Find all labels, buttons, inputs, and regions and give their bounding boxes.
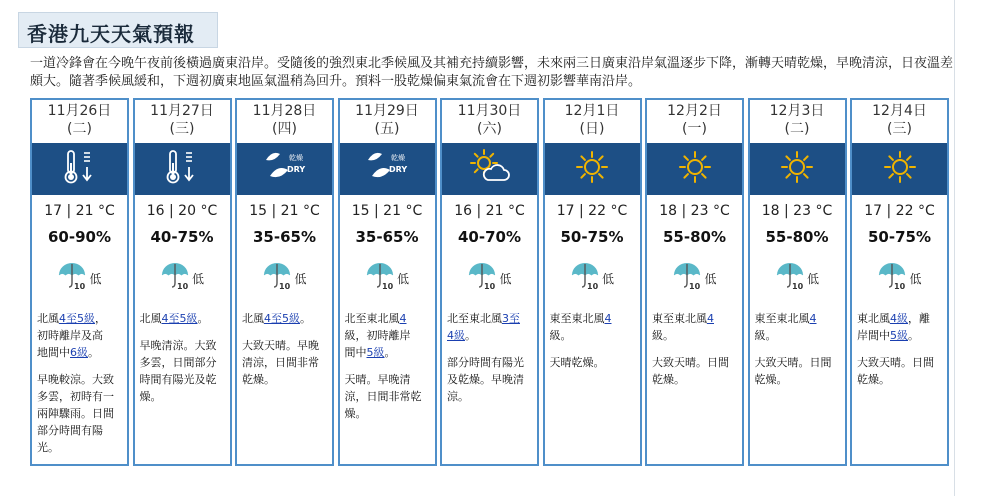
sunny-icon	[880, 147, 920, 191]
wind-line	[447, 327, 533, 344]
wind-description	[242, 310, 328, 327]
beaufort-force-link[interactable]: 4至5級	[161, 312, 198, 325]
wind-line	[447, 310, 533, 327]
forecast-day	[543, 98, 642, 466]
weekday-label: (三)	[887, 121, 912, 137]
wind-text: 北風	[37, 312, 59, 325]
forecast-day	[440, 98, 539, 466]
date-label: 12月1日	[564, 103, 620, 119]
humidity-range: 40-75%	[150, 228, 214, 246]
weekday-label: (二)	[67, 121, 92, 137]
beaufort-force-link[interactable]: 5級	[366, 346, 385, 359]
rain-probability[interactable]	[852, 260, 947, 296]
wind-description	[447, 310, 533, 344]
nine-day-forecast-grid	[30, 98, 949, 466]
wind-description	[652, 310, 738, 344]
date-label: 12月4日	[872, 103, 927, 119]
rain-probability[interactable]	[135, 260, 230, 296]
weekday-label: (四)	[272, 121, 297, 137]
wind-line	[345, 310, 431, 327]
humidity-range: 50-75%	[867, 228, 931, 246]
weekday-label: (一)	[682, 121, 707, 137]
humidity-range: 55-80%	[662, 228, 726, 246]
svg-text:乾燥: 乾燥	[391, 154, 405, 162]
weather-description: 大致天晴。日間乾燥。	[857, 356, 934, 386]
weather-icon-band	[237, 143, 332, 195]
wind-text: 北風	[242, 312, 264, 325]
weather-description: 大致天晴。日間乾燥。	[754, 356, 832, 386]
temperature-range: 15 | 21 °C	[249, 203, 320, 219]
umbrella-icon	[775, 261, 805, 295]
svg-text:10: 10	[74, 282, 86, 291]
temperature-range: 16 | 20 °C	[146, 203, 218, 219]
date-label: 12月2日	[667, 103, 722, 119]
svg-text:10: 10	[586, 282, 599, 291]
beaufort-force-link[interactable]: 4	[399, 312, 407, 325]
wind-line	[857, 310, 943, 327]
wind-line	[37, 310, 123, 327]
date-label: 11月28日	[252, 103, 317, 119]
weather-icon-band	[340, 143, 435, 195]
date-label: 11月26日	[47, 103, 112, 119]
temperature-range: 18 | 23 °C	[659, 203, 730, 219]
wind-text: 東北風	[857, 312, 890, 325]
rain-probability-label: 低	[909, 271, 922, 286]
svg-text:10: 10	[484, 282, 496, 291]
weather-description: 部分時間有陽光及乾燥。早晚清涼。	[447, 356, 524, 403]
wind-line	[857, 327, 943, 344]
weather-icon-band	[135, 143, 230, 195]
beaufort-force-link[interactable]: 4	[809, 312, 817, 325]
svg-text:DRY: DRY	[286, 165, 305, 174]
beaufort-force-link[interactable]: 4級	[890, 312, 908, 325]
date-label: 11月29日	[355, 103, 419, 119]
temperature-range: 17 | 22 °C	[556, 203, 628, 219]
sunny-icon	[675, 147, 715, 191]
weather-icon-band	[545, 143, 640, 195]
forecast-date	[32, 102, 127, 138]
rain-probability[interactable]	[442, 260, 537, 296]
wind-text: 東至東北風	[652, 312, 707, 325]
beaufort-force-link[interactable]: 5級	[890, 329, 908, 342]
humidity-range: 60-90%	[47, 228, 111, 246]
forecast-date	[750, 102, 845, 138]
wind-description	[37, 310, 123, 361]
forecast-date	[852, 102, 947, 138]
weather-icon-band	[32, 143, 127, 195]
temperature-range: 16 | 21 °C	[454, 203, 525, 219]
humidity-range: 50-75%	[560, 228, 624, 246]
forecast-date	[442, 102, 537, 138]
rain-probability-label: 低	[806, 271, 819, 286]
forecast-date	[647, 102, 742, 138]
weather-icon-band	[750, 143, 845, 195]
wind-line	[345, 344, 431, 361]
temperature-range: 17 | 22 °C	[864, 203, 935, 219]
umbrella-icon	[877, 261, 907, 295]
wind-description	[140, 310, 226, 327]
weather-icon-band	[647, 143, 742, 195]
wind-description	[755, 310, 841, 344]
wind-text: 東至東北風	[549, 312, 605, 325]
wind-text: 。	[197, 312, 209, 325]
umbrella-icon	[57, 261, 87, 295]
forecast-day	[338, 98, 437, 466]
wind-text: ，	[95, 312, 106, 325]
svg-text:10: 10	[176, 282, 189, 291]
wind-line	[652, 310, 738, 327]
forecast-date	[545, 102, 640, 138]
wind-text: 間中	[344, 346, 367, 359]
rain-probability[interactable]	[32, 260, 127, 296]
wind-text: 初時離岸及高	[37, 329, 103, 342]
wind-text: ，離	[908, 312, 930, 325]
wind-text: 。	[88, 346, 99, 359]
beaufort-force-link[interactable]: 6級	[70, 346, 88, 359]
umbrella-icon	[160, 261, 190, 295]
wind-text: 。	[560, 329, 572, 342]
wind-description	[550, 310, 636, 344]
forecast-description: 一道冷鋒會在今晚午夜前後橫過廣東沿岸。受隨後的強烈東北季候風及其補充持續影響，未來兩三日廣東沿岸氣溫逐步下降，漸轉天晴乾燥，早晚清涼，日夜溫差頗大。隨著季候風緩和，下週初廣東地區氣溫稍為回升。預料一股乾燥偏東氣流會在下週初影響華南沿岸。	[30, 56, 954, 89]
wind-text: 。	[465, 329, 476, 342]
weekday-label: (三)	[169, 121, 195, 137]
wind-text: 東至東北風	[754, 312, 810, 325]
forecast-day	[133, 98, 232, 466]
rain-probability-label: 低	[601, 271, 614, 286]
wind-text: 岸間中	[857, 329, 890, 342]
wind-line	[755, 327, 841, 344]
title-box	[18, 12, 218, 48]
wind-text: ，初時離岸	[355, 329, 411, 342]
rain-probability-label: 低	[499, 271, 512, 286]
beaufort-force-link[interactable]: 4	[707, 312, 714, 325]
wind-line	[550, 327, 636, 344]
weather-description: 天晴乾燥。	[549, 356, 605, 369]
wind-line	[652, 327, 738, 344]
wind-text: 級	[549, 329, 561, 342]
wind-line	[550, 310, 636, 327]
wind-line	[242, 310, 328, 327]
wind-text: 北風	[139, 312, 162, 325]
rain-probability[interactable]	[750, 260, 845, 296]
rain-probability-label: 低	[89, 271, 102, 286]
weekday-label: (二)	[784, 121, 810, 137]
wind-text: 。	[384, 346, 396, 359]
rain-probability-label: 低	[191, 271, 204, 286]
forecast-day	[30, 98, 129, 466]
wind-text: 。	[300, 312, 311, 325]
humidity-range: 35-65%	[252, 228, 316, 246]
umbrella-icon	[570, 261, 600, 295]
weather-description: 大致天晴。日間乾燥。	[652, 356, 729, 386]
forecast-day	[645, 98, 744, 466]
weekday-label: (五)	[374, 121, 400, 137]
svg-text:10: 10	[381, 282, 394, 291]
wind-line	[140, 310, 226, 327]
sunny-icon	[777, 147, 817, 191]
beaufort-force-link[interactable]: 4至5級	[264, 312, 300, 325]
temperature-range: 18 | 23 °C	[761, 203, 833, 219]
humidity-range: 40-70%	[457, 228, 521, 246]
temperature-range: 15 | 21 °C	[351, 203, 423, 219]
wind-text: 級	[754, 329, 766, 342]
forecast-date	[135, 102, 230, 138]
svg-text:10: 10	[279, 282, 291, 291]
wind-description	[345, 310, 431, 361]
sun-cloud-icon	[468, 147, 512, 191]
weather-description: 早晚清涼。大致多雲，日間部分時間有陽光及乾燥。	[139, 339, 217, 403]
svg-text:乾燥: 乾燥	[288, 154, 303, 162]
dry-icon	[260, 146, 310, 192]
umbrella-icon	[262, 261, 292, 295]
date-label: 12月3日	[769, 103, 825, 119]
beaufort-force-link[interactable]: 4至5級	[59, 312, 95, 325]
date-label: 11月27日	[150, 103, 214, 119]
wind-line	[755, 310, 841, 327]
wind-text: 。	[663, 329, 674, 342]
wind-text: 北至東北風	[447, 312, 502, 325]
svg-text:10: 10	[791, 282, 804, 291]
beaufort-force-link[interactable]: 3至	[502, 312, 520, 325]
beaufort-force-link[interactable]: 4	[604, 312, 612, 325]
rain-probability[interactable]	[340, 260, 435, 296]
umbrella-icon	[467, 261, 497, 295]
weather-icon-band	[442, 143, 537, 195]
weekday-label: (六)	[477, 121, 502, 137]
wind-text: 級	[652, 329, 663, 342]
wind-text: 地間中	[37, 346, 70, 359]
thermometer-cold-icon	[58, 147, 102, 191]
dry-icon	[362, 146, 412, 192]
wind-description	[857, 310, 943, 344]
rain-probability[interactable]	[545, 260, 640, 296]
wind-text: 。	[765, 329, 777, 342]
forecast-day	[748, 98, 847, 466]
rain-probability-label: 低	[704, 271, 717, 286]
rain-probability[interactable]	[237, 260, 332, 296]
weather-description: 大致天晴。早晚清涼，日間非常乾燥。	[242, 339, 319, 386]
humidity-range: 35-65%	[355, 228, 419, 246]
weather-icon-band	[852, 143, 947, 195]
wind-line	[37, 344, 123, 361]
rain-probability[interactable]	[647, 260, 742, 296]
svg-text:10: 10	[689, 282, 701, 291]
forecast-date	[340, 102, 435, 138]
umbrella-icon	[672, 261, 702, 295]
temperature-range: 17 | 21 °C	[44, 203, 115, 219]
wind-text: 。	[908, 329, 919, 342]
humidity-range: 55-80%	[765, 228, 829, 246]
beaufort-force-link[interactable]: 4級	[447, 329, 465, 342]
umbrella-icon	[365, 261, 395, 295]
svg-text:DRY: DRY	[389, 165, 408, 174]
wind-line	[37, 327, 123, 344]
date-label: 11月30日	[457, 103, 522, 119]
wind-line	[345, 327, 431, 344]
wind-text: 級	[344, 329, 356, 342]
rain-probability-label: 低	[294, 271, 307, 286]
forecast-day	[850, 98, 949, 466]
thermometer-cold-icon	[160, 147, 204, 191]
page-title: 香港九天天氣預報	[27, 22, 195, 46]
forecast-date	[237, 102, 332, 138]
forecast-day	[235, 98, 334, 466]
weather-description: 早晚較涼。大致多雲，初時有一兩陣驟雨。日間部分時間有陽光。	[37, 373, 114, 454]
weather-description: 天晴。早晚清涼，日間非常乾燥。	[344, 373, 422, 420]
svg-text:10: 10	[894, 282, 906, 291]
rain-probability-label: 低	[396, 271, 409, 286]
sunny-icon	[572, 147, 612, 191]
weekday-label: (日)	[579, 121, 605, 137]
wind-text: 北至東北風	[344, 312, 400, 325]
